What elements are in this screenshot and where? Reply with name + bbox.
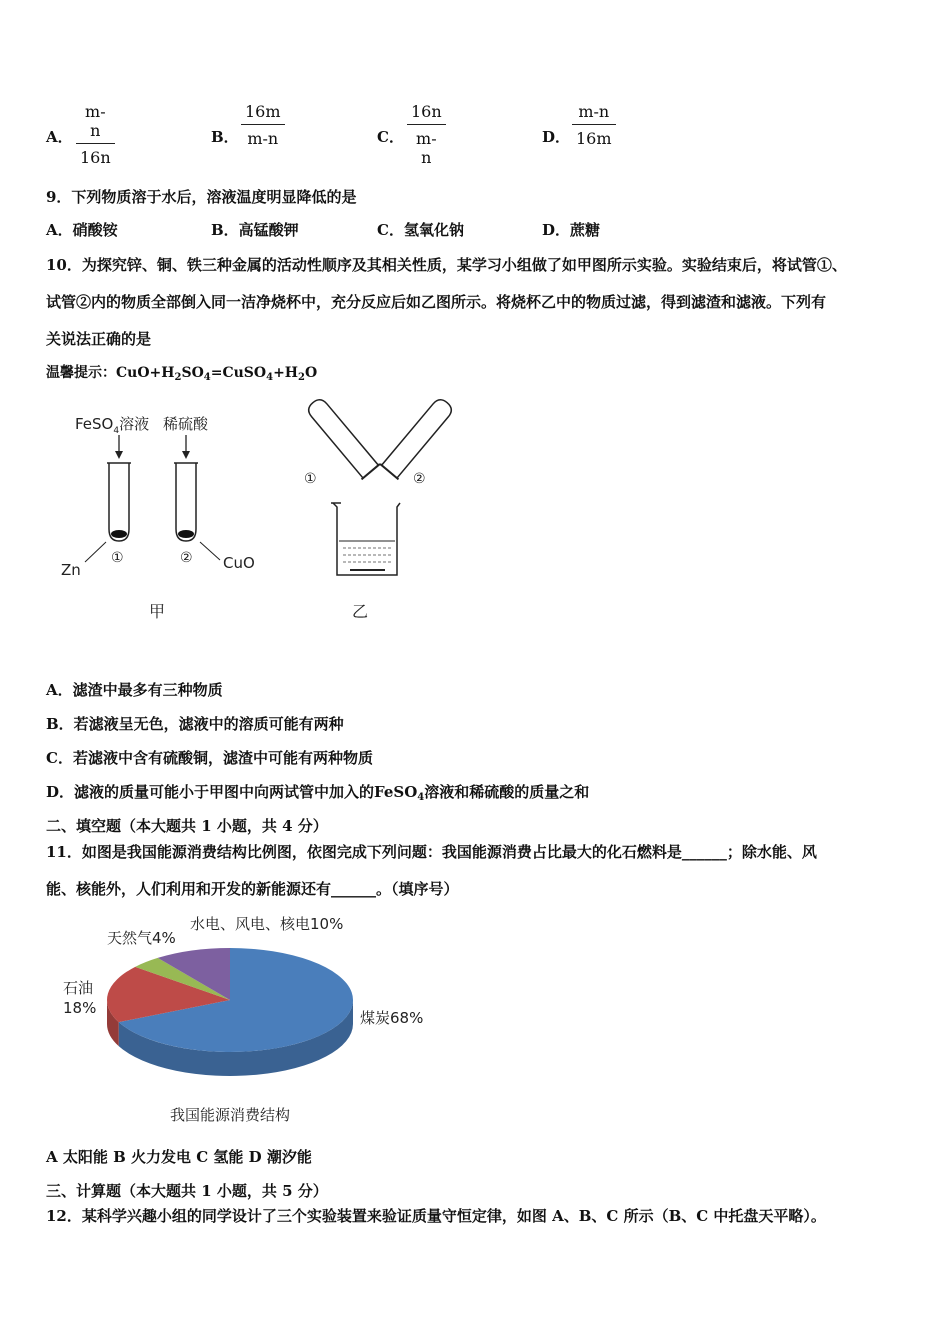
tilted-tube-1 <box>304 395 380 479</box>
section-3-heading: 三、计算题（本大题共 1 小题，共 5 分） <box>46 1182 328 1200</box>
zn-pointer <box>85 542 106 562</box>
q10-hint <box>46 362 317 383</box>
section-2-heading: 二、填空题（本大题共 1 小题，共 4 分） <box>46 817 328 835</box>
hint-eq-3: SO <box>181 365 204 381</box>
fraction <box>407 100 446 167</box>
tube-2-number: ② <box>180 550 193 566</box>
numerator: m-n <box>76 100 115 144</box>
arrow-head-1 <box>115 451 123 459</box>
numerator: 16n <box>407 100 446 125</box>
q9-option-a: A．硝酸铵 <box>46 221 118 239</box>
q10-option-b: B．若滤液呈无色，滤液中的溶质可能有两种 <box>46 715 344 733</box>
cuo-pointer <box>200 542 220 560</box>
q11-options: A 太阳能 B 火力发电 C 氢能 D 潮汐能 <box>46 1148 312 1166</box>
fraction <box>76 100 115 167</box>
denominator: m-n <box>247 129 279 148</box>
option-label: B． <box>211 128 239 146</box>
label-zn: Zn <box>61 561 81 579</box>
tilted-tube-2-number: ② <box>413 471 426 487</box>
tilted-tube-2 <box>380 395 456 479</box>
tilted-tube-1-number: ① <box>304 471 317 487</box>
test-tube-2 <box>174 463 198 541</box>
numerator: 16m <box>241 100 285 125</box>
option-d-text-2: 溶液和稀硫酸的质量之和 <box>424 783 590 801</box>
tube-1-number: ① <box>111 550 124 566</box>
hint-eq-9: O <box>305 365 318 381</box>
hint-eq-6: 4 <box>266 372 274 383</box>
q10-stem-line2: 试管②内的物质全部倒入同一洁净烧杯中，充分反应后如乙图所示。将烧杯乙中的物质过滤，得到滤渣和滤液。下列有 <box>46 293 827 311</box>
label-dilute-sulfuric-acid: 稀硫酸 <box>163 415 209 433</box>
denominator: 16n <box>80 148 111 167</box>
arrow-head-2 <box>182 451 190 459</box>
q10-option-d <box>46 781 589 803</box>
fraction <box>572 100 616 148</box>
option-d-sub: 4 <box>417 792 425 803</box>
q8-options <box>46 100 906 167</box>
q11-line1: 11．如图是我国能源消费结构比例图，依图完成下列问题：我国能源消费占比最大的化石燃料是______；除水能、风 <box>46 843 817 861</box>
pie-label-1: 石油 18% <box>63 979 97 1017</box>
beaker <box>331 503 400 575</box>
energy-pie-chart <box>55 905 455 1130</box>
hint-eq-5: =CuSO <box>210 365 267 381</box>
option-label: A． <box>46 128 73 146</box>
q11-line2: 能、核能外，人们利用和开发的新能源还有______。（填序号） <box>46 880 459 898</box>
fraction <box>241 100 285 148</box>
experiment-figure <box>55 395 475 630</box>
q9-option-b: B．高锰酸钾 <box>211 221 299 239</box>
hint-eq-1: CuO+H <box>116 365 175 381</box>
q10-option-a: A．滤渣中最多有三种物质 <box>46 681 223 699</box>
q9-stem: 9．下列物质溶于水后，溶液温度明显降低的是 <box>46 188 357 206</box>
denominator: m-n <box>416 129 437 167</box>
numerator: m-n <box>572 100 616 125</box>
pie-chart-title: 我国能源消费结构 <box>169 1106 291 1124</box>
caption-yi: 乙 <box>352 602 369 621</box>
hint-eq-8: 2 <box>298 372 305 383</box>
pie-label-3: 水电、风电、核电10% <box>190 915 344 933</box>
hint-eq-7: +H <box>273 365 299 381</box>
test-tube-1 <box>107 463 131 541</box>
option-d-text-1: D．滤液的质量可能小于甲图中向两试管中加入的FeSO <box>46 783 418 801</box>
q10-stem-line3: 关说法正确的是 <box>46 330 152 348</box>
option-label: C． <box>377 128 404 146</box>
label-feso4: FeSO$_4$溶液 <box>75 415 150 436</box>
q9-options <box>46 219 846 239</box>
q10-stem-line1: 10．为探究锌、铜、铁三种金属的活动性顺序及其相关性质，某学习小组做了如甲图所示实验。实验结束后，将试管①、 <box>46 256 847 274</box>
denominator: 16m <box>576 129 612 148</box>
caption-jia: 甲 <box>149 602 166 621</box>
q10-option-c: C．若滤液中含有硫酸铜，滤渣中可能有两种物质 <box>46 749 373 767</box>
q9-option-d: D．蔗糖 <box>542 221 601 239</box>
option-label: D． <box>542 128 571 146</box>
hint-eq-4: 4 <box>203 372 211 383</box>
pie-label-0: 煤炭68% <box>360 1009 424 1027</box>
q9-option-c: C．氢氧化钠 <box>377 221 464 239</box>
q12-stem: 12．某科学兴趣小组的同学设计了三个实验装置来验证质量守恒定律，如图 A、B、C 所示（B、C 中托盘天平略）。 <box>46 1207 826 1225</box>
pie-label-2: 天然气4% <box>107 929 176 947</box>
hint-eq-2: 2 <box>174 372 182 383</box>
label-cuo: CuO <box>223 554 255 572</box>
hint-label: 温馨提示： <box>46 365 116 381</box>
